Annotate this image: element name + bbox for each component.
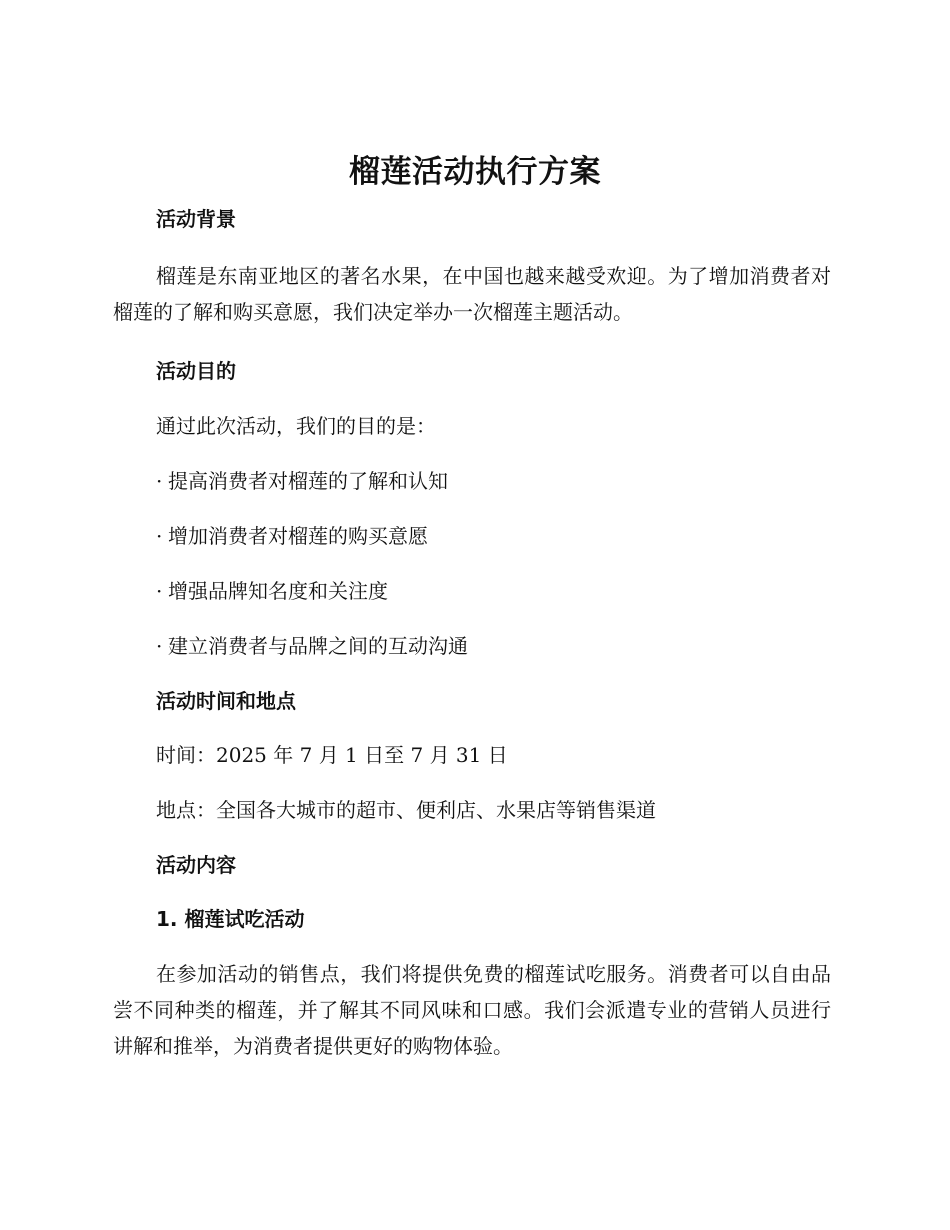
event-time: 时间：2025 年 7 月 1 日至 7 月 31 日 [156,743,508,767]
purpose-bullet [156,522,428,550]
event-place: 地点：全国各大城市的超市、便利店、水果店等销售渠道 [156,798,656,822]
bullet-marker: · [156,579,163,603]
purpose-bullet [156,577,388,605]
bullet-marker: · [156,524,163,548]
section-heading-background: 活动背景 [156,207,236,231]
background-paragraph: 榴莲是东南亚地区的著名水果，在中国也越来越受欢迎。为了增加消费者对榴莲的了解和购买意愿，我们决定举办一次榴莲主题活动。 [113,264,831,324]
content-paragraph: 在参加活动的销售点，我们将提供免费的榴莲试吃服务。消费者可以自由品尝不同种类的榴莲，并了解其不同风味和口感。我们会派遣专业的营销人员进行讲解和推举，为消费者提供更好的购物体验。 [113,962,831,1058]
purpose-bullet [156,467,448,495]
content-subheading: 1. 榴莲试吃活动 [156,907,305,931]
bullet-text: 建立消费者与品牌之间的互动沟通 [168,634,468,658]
bullet-text: 提高消费者对榴莲的了解和认知 [168,469,448,493]
section-heading-content: 活动内容 [156,853,236,877]
bullet-text: 增加消费者对榴莲的购买意愿 [168,524,428,548]
purpose-intro: 通过此次活动，我们的目的是： [156,414,436,438]
bullet-marker: · [156,469,163,493]
bullet-text: 增强品牌知名度和关注度 [168,579,388,603]
bullet-marker: · [156,634,163,658]
document-title: 榴莲活动执行方案 [349,154,601,190]
section-heading-time-place: 活动时间和地点 [156,689,296,713]
purpose-bullet [156,632,468,660]
section-heading-purpose: 活动目的 [156,359,236,383]
